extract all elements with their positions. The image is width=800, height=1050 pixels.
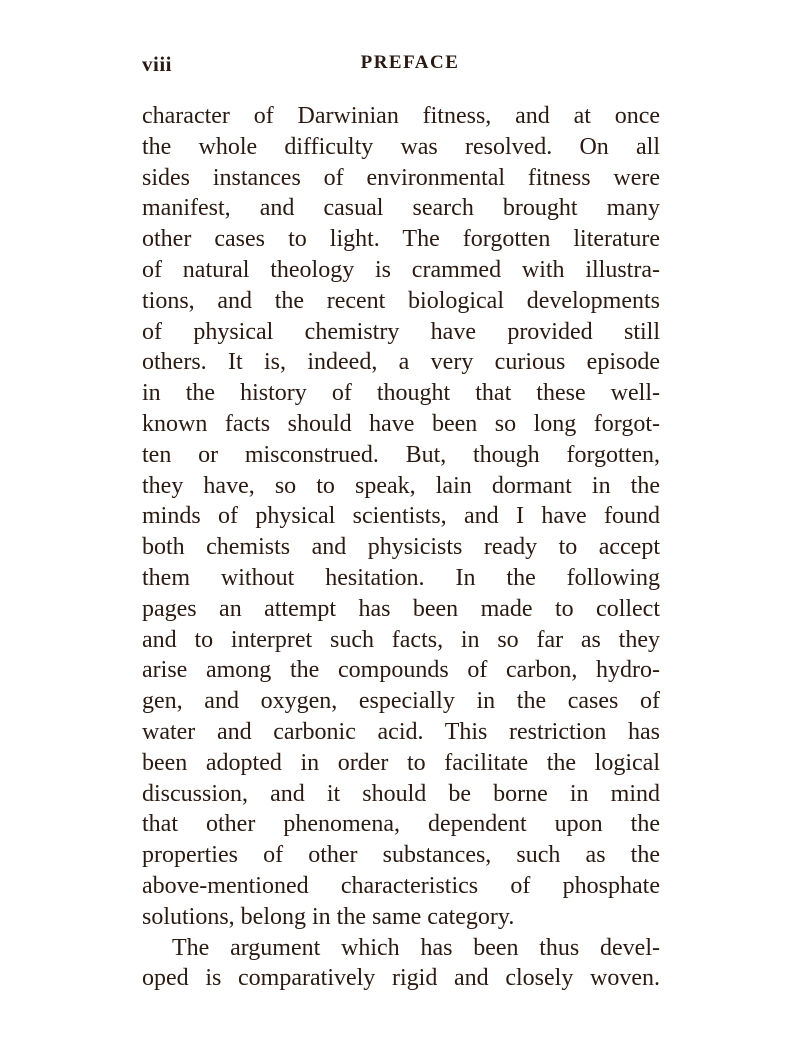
text-line: them without hesitation. In the following bbox=[142, 564, 660, 591]
text-line: properties of other substances, such as the bbox=[142, 842, 660, 869]
text-line: and to interpret such facts, in so far as they bbox=[142, 626, 660, 653]
text-line: ten or misconstrued. But, though forgotten, bbox=[142, 441, 660, 468]
text-line: been adopted in order to facilitate the logical bbox=[142, 749, 660, 776]
paragraph-1 bbox=[142, 101, 660, 933]
text-line: that other phenomena, dependent upon the bbox=[142, 811, 660, 838]
page-number: viii bbox=[142, 52, 173, 76]
text-line: character of Darwinian fitness, and at once bbox=[142, 103, 660, 129]
text-line: others. It is, indeed, a very curious episode bbox=[142, 349, 660, 376]
text-line: water and carbonic acid. This restriction has bbox=[142, 718, 660, 745]
text-line: discussion, and it should be borne in mind bbox=[142, 780, 660, 807]
text-line: solutions, belong in the same category. bbox=[142, 903, 515, 930]
text-line: oped is comparatively rigid and closely woven. bbox=[142, 965, 660, 992]
text-line: sides instances of environmental fitness were bbox=[142, 164, 660, 191]
text-line: other cases to light. The forgotten literature bbox=[142, 226, 660, 253]
text-line: of natural theology is crammed with illustra- bbox=[142, 256, 660, 283]
text-line: in the history of thought that these well- bbox=[142, 380, 660, 407]
body-text bbox=[142, 101, 660, 994]
text-line: pages an attempt has been made to collect bbox=[142, 595, 660, 622]
text-line: of physical chemistry have provided still bbox=[142, 318, 660, 345]
text-line: they have, so to speak, lain dormant in the bbox=[142, 472, 660, 499]
text-line: manifest, and casual search brought many bbox=[142, 195, 660, 222]
section-title: PREFACE bbox=[360, 52, 460, 73]
text-line: above-mentioned characteristics of phosphate bbox=[142, 872, 660, 899]
text-line: known facts should have been so long forgot- bbox=[142, 410, 660, 437]
text-line: arise among the compounds of carbon, hydro- bbox=[142, 657, 660, 684]
text-line: The argument which has been thus devel- bbox=[172, 934, 660, 961]
text-line: both chemists and physicists ready to accept bbox=[142, 534, 660, 561]
running-head bbox=[142, 52, 660, 82]
text-line: tions, and the recent biological developments bbox=[142, 287, 660, 314]
text-line: gen, and oxygen, especially in the cases of bbox=[142, 688, 660, 715]
paragraph-2 bbox=[142, 933, 660, 995]
text-line: the whole difficulty was resolved. On all bbox=[142, 133, 660, 160]
text-line: minds of physical scientists, and I have found bbox=[142, 503, 660, 530]
